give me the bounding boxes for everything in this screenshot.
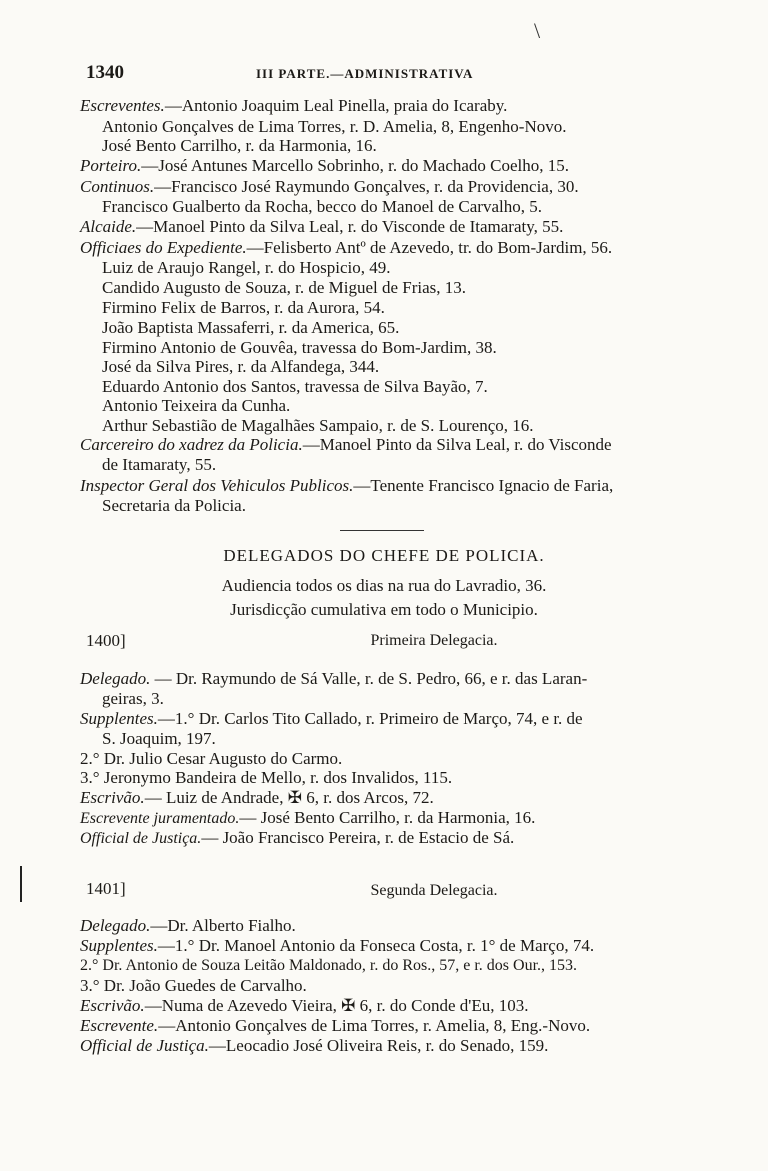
entry-line: geiras, 3. [102,689,164,708]
entry-line: José Bento Carrilho, r. da Harmonia, 16. [102,136,377,155]
entry-line: Eduardo Antonio dos Santos, travessa de Silva Bayão, 7. [102,377,488,396]
entry-line: Firmino Antonio de Gouvêa, travessa do Bom-Jardim, 38. [102,338,497,357]
entry-label: Alcaide. [80,217,137,236]
entry-line: de Itamaraty, 55. [102,455,217,474]
entry-number: 1400] [86,631,126,650]
section-divider [340,530,424,531]
section-subtitle: Audiencia todos os dias na rua do Lavradio, 36. [221,576,547,595]
entry-line: Supplentes.—1.° Dr. Carlos Tito Callado, r. Primeiro de Março, 74, e r. de [80,709,583,728]
entry-line: Inspector Geral dos Vehiculos Publicos.—Tenente Francisco Ignacio de Faria, [80,476,614,495]
entry-number: 1401] [86,879,126,898]
entry-label: Official de Justiça. [80,830,202,847]
entry-line: José da Silva Pires, r. da Alfandega, 344. [102,357,380,376]
page-number: 1340 [86,62,124,83]
entry-line: Luiz de Araujo Rangel, r. do Hospicio, 49. [102,258,391,277]
entry-line: Official de Justiça.—Leocadio José Oliveira Reis, r. do Senado, 159. [80,1036,549,1055]
entry-line: Officiaes do Expediente.—Felisberto Antº de Azevedo, tr. do Bom-Jardim, 56. [80,238,613,257]
entry-line: Continuos.—Francisco José Raymundo Gonçalves, r. da Providencia, 30. [80,177,579,196]
entry-label: Porteiro. [80,156,142,175]
entry-label: Carcereiro do xadrez da Policia. [80,435,303,454]
entry-line: Antonio Teixeira da Cunha. [102,396,291,415]
entry-label: Continuos. [80,177,155,196]
entry-line: Francisco Gualberto da Rocha, becco do Manoel de Carvalho, 5. [102,197,542,216]
entry-line: Porteiro.—José Antunes Marcello Sobrinho, r. do Machado Coelho, 15. [80,156,570,175]
entry-line: Escrevente.—Antonio Gonçalves de Lima Torres, r. Amelia, 8, Eng.-Novo. [80,1016,591,1035]
running-head: III PARTE.—ADMINISTRATIVA [256,66,474,81]
entry-line: 3.° Dr. João Guedes de Carvalho. [80,976,307,995]
entry-label: Inspector Geral dos Vehiculos Publicos. [80,476,354,495]
entry-label: Delegado. [80,669,151,688]
entry-label: Delegado. [80,916,151,935]
entry-line: 2.° Dr. Julio Cesar Augusto do Carmo. [80,749,343,768]
entry-line: Antonio Gonçalves de Lima Torres, r. D. Amelia, 8, Engenho-Novo. [102,117,567,136]
entry-line: João Baptista Massaferri, r. da America, 65. [102,318,400,337]
entry-line: Firmino Felix de Barros, r. da Aurora, 54. [102,298,385,317]
entry-label: Official de Justiça. [80,1036,209,1055]
entry-line: Delegado.—Dr. Alberto Fialho. [80,916,296,935]
entry-label: Escrevente. [80,1016,159,1035]
entry-line: Alcaide.—Manoel Pinto da Silva Leal, r. do Visconde de Itamaraty, 55. [80,217,564,236]
entry-label: Escrevente juramentado. [80,810,240,827]
entry-line: Supplentes.—1.° Dr. Manoel Antonio da Fonseca Costa, r. 1° de Março, 74. [80,936,595,955]
subsection-title: Primeira Delegacia. [370,632,498,649]
entry-line: Delegado. — Dr. Raymundo de Sá Valle, r. de S. Pedro, 66, e r. das Laran- [80,669,588,688]
section-subtitle: Jurisdicção cumulativa em todo o Municipio. [230,600,538,619]
subsection-title: Segunda Delegacia. [370,882,498,899]
entry-line: Escrivão.— Luiz de Andrade, ✠ 6, r. dos Arcos, 72. [80,788,434,807]
entry-line: Escrivão.—Numa de Azevedo Vieira, ✠ 6, r. do Conde d'Eu, 103. [80,996,529,1015]
entry-line: Candido Augusto de Souza, r. de Miguel de Frias, 13. [102,278,467,297]
entry-label: Escrivão. [80,788,145,807]
stray-mark: \ [534,18,541,43]
margin-mark [20,866,22,902]
entry-line: Escreventes.—Antonio Joaquim Leal Pinella, praia do Icaraby. [80,96,508,115]
section-heading: DELEGADOS DO CHEFE DE POLICIA. [223,546,545,565]
entry-line: Carcereiro do xadrez da Policia.—Manoel Pinto da Silva Leal, r. do Visconde [80,435,612,454]
entry-line: Official de Justiça.— João Francisco Pereira, r. de Estacio de Sá. [80,828,515,847]
entry-label: Escrivão. [80,996,145,1015]
entry-line: Escrevente juramentado.— José Bento Carrilho, r. da Harmonia, 16. [80,808,536,827]
entry-line: 2.° Dr. Antonio de Souza Leitão Maldonado, r. do Ros., 57, e r. dos Our., 153. [80,957,578,974]
entry-label: Supplentes. [80,709,158,728]
entry-line: Secretaria da Policia. [102,496,246,515]
entry-line: Arthur Sebastião de Magalhães Sampaio, r. de S. Lourenço, 16. [102,416,534,435]
entry-line: S. Joaquim, 197. [102,729,216,748]
entry-label: Officiaes do Expediente. [80,238,247,257]
entry-label: Escreventes. [80,96,165,115]
page-header [86,62,708,86]
entry-label: Supplentes. [80,936,158,955]
entry-line: 3.° Jeronymo Bandeira de Mello, r. dos Invalidos, 115. [80,768,453,787]
